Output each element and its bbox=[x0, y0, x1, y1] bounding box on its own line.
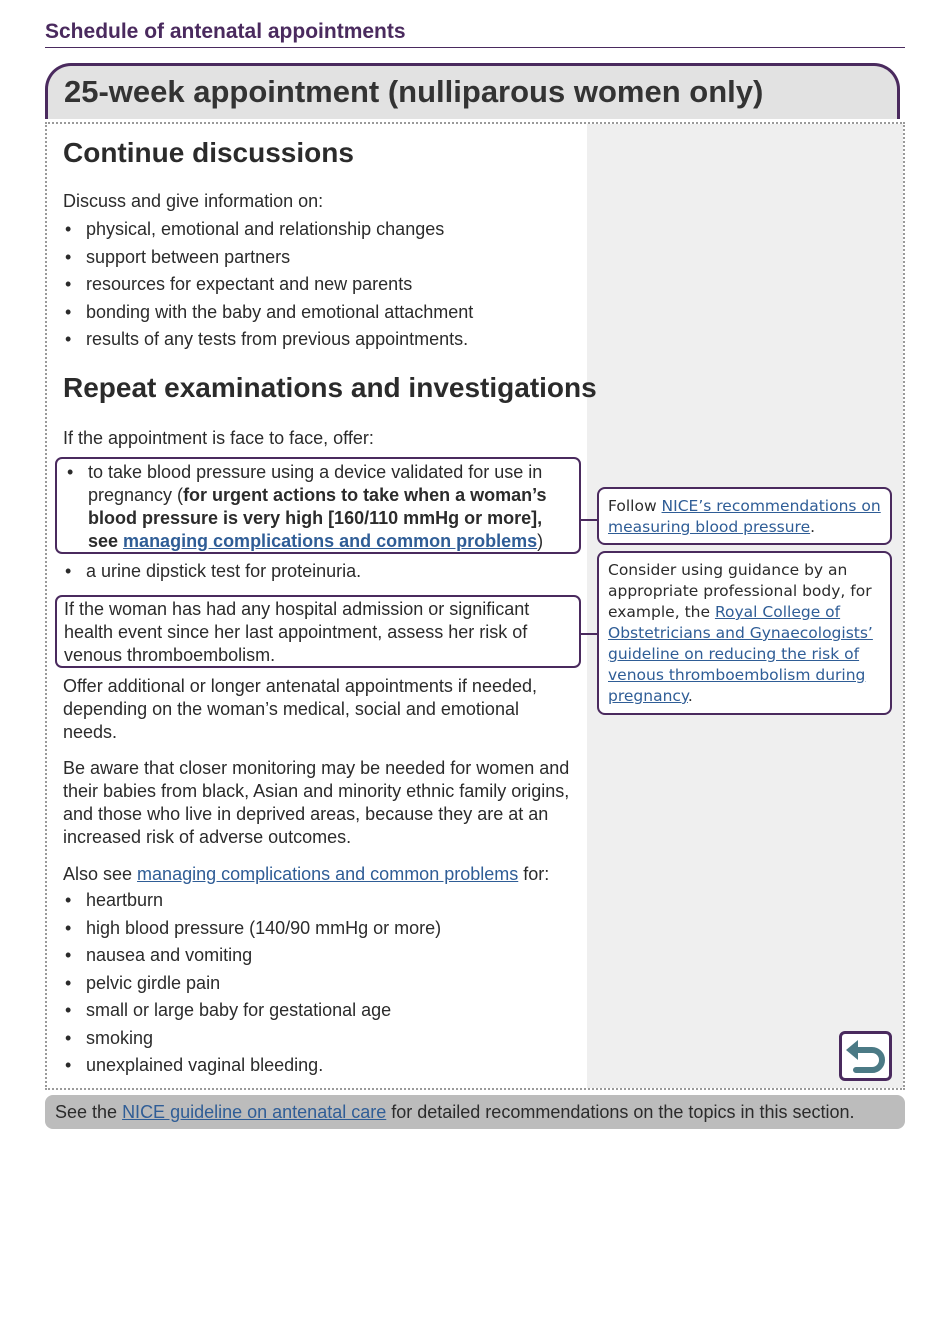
footer-suffix: for detailed recommendations on the topics in this section. bbox=[386, 1102, 855, 1122]
vte-note-suffix: . bbox=[687, 687, 693, 705]
vte-note bbox=[597, 551, 892, 715]
repeat-heading: Repeat examinations and investigations bbox=[63, 372, 597, 403]
list-item: • resources for expectant and new parents bbox=[63, 271, 578, 299]
bp-note-suffix: . bbox=[810, 518, 816, 536]
list-item: • unexplained vaginal bleeding. bbox=[63, 1052, 578, 1080]
vte-box bbox=[55, 595, 581, 668]
section-title: Schedule of antenatal appointments bbox=[45, 20, 406, 43]
return-arrow-icon bbox=[842, 1034, 889, 1078]
list-item: • small or large baby for gestational age bbox=[63, 997, 578, 1025]
content-bottom-border bbox=[45, 1088, 905, 1090]
list-item: • support between partners bbox=[63, 244, 578, 272]
vte-note-prefix: Consider using guidance by an appropriate professional body, for example, the bbox=[608, 561, 872, 621]
bp-note bbox=[597, 487, 892, 545]
list-item: • bonding with the baby and emotional attachment bbox=[63, 299, 578, 327]
footer-note bbox=[45, 1095, 905, 1129]
page-title: 25-week appointment (nulliparous women only) bbox=[64, 74, 764, 109]
continue-intro: Discuss and give information on: bbox=[63, 191, 324, 211]
list-item: • results of any tests from previous appointments. bbox=[63, 326, 578, 354]
bp-close-paren: ) bbox=[537, 531, 544, 551]
list-item: • physical, emotional and relationship changes bbox=[63, 216, 578, 244]
urine-list bbox=[63, 558, 578, 586]
continue-list bbox=[63, 216, 578, 354]
closer-monitoring-paragraph: Be aware that closer monitoring may be needed for women and their babies from black, Asian and minority ethnic family origins, and those who live in deprived areas, because they are at an increased risk of adverse outcomes. bbox=[63, 758, 570, 847]
continue-heading: Continue discussions bbox=[63, 137, 354, 168]
bp-urgent-text: for urgent actions to take when a woman’s blood pressure is very high [160/110 mmHg or more], see bbox=[88, 485, 547, 551]
appointment-title-box bbox=[45, 63, 900, 119]
repeat-intro: If the appointment is face to face, offer: bbox=[63, 428, 374, 448]
managing-complications-link[interactable]: managing complications and common problems bbox=[123, 531, 538, 551]
list-item: • heartburn bbox=[63, 887, 578, 915]
blood-pressure-item bbox=[57, 459, 579, 553]
additional-appointments-paragraph: Offer additional or longer antenatal appointments if needed, depending on the woman’s medical, social and emotional needs. bbox=[63, 676, 537, 742]
list-item: • smoking bbox=[63, 1025, 578, 1053]
list-item: • a urine dipstick test for proteinuria. bbox=[63, 558, 578, 586]
blood-pressure-box bbox=[55, 457, 581, 554]
list-item: • high blood pressure (140/90 mmHg or more) bbox=[63, 915, 578, 943]
vte-text: If the woman has had any hospital admission or significant health event since her last appointment, assess her risk of venous thromboembolism. bbox=[64, 599, 530, 665]
vte-connector bbox=[581, 633, 597, 635]
nice-antenatal-guideline-link[interactable]: NICE guideline on antenatal care bbox=[122, 1102, 387, 1122]
list-item: • pelvic girdle pain bbox=[63, 970, 578, 998]
also-see-line bbox=[63, 863, 578, 886]
also-see-list bbox=[63, 887, 578, 1080]
page-header bbox=[45, 20, 905, 48]
bp-text: to take blood pressure using a device validated for use in pregnancy ( bbox=[88, 462, 543, 505]
managing-complications-link-2[interactable]: managing complications and common problems bbox=[137, 864, 519, 884]
back-button[interactable] bbox=[839, 1031, 892, 1081]
also-see-prefix: Also see bbox=[63, 864, 138, 884]
bp-connector bbox=[581, 519, 597, 521]
footer-prefix: See the bbox=[55, 1102, 123, 1122]
also-see-suffix: for: bbox=[518, 864, 550, 884]
bp-note-prefix: Follow bbox=[608, 497, 662, 515]
list-item: • nausea and vomiting bbox=[63, 942, 578, 970]
nice-bp-recommendations-link[interactable]: NICE’s recommendations on measuring blood pressure bbox=[608, 497, 881, 536]
rcog-vte-guideline-link[interactable]: Royal College of Obstetricians and Gynaecologists’ guideline on reducing the risk of venous thromboembolism during pregnancy bbox=[608, 603, 873, 705]
